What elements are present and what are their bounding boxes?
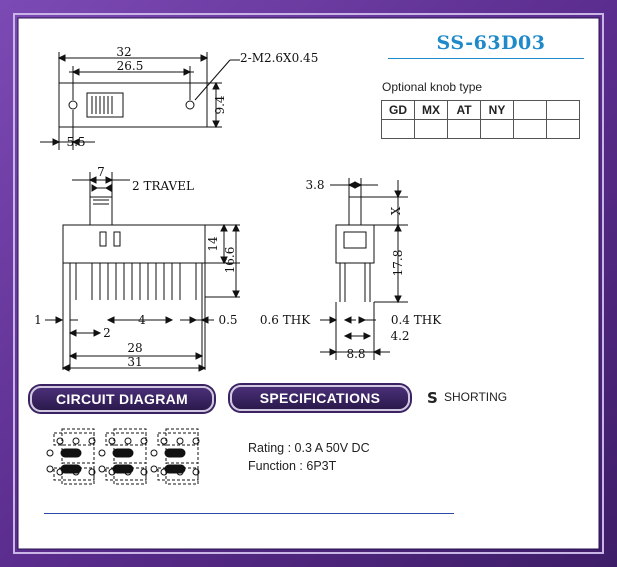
knob-type-cell: MX	[415, 101, 448, 120]
dim-side-height: 17.8	[391, 249, 405, 277]
dim-height: 9.4	[213, 95, 227, 115]
dim-offset: 5.5	[66, 135, 86, 149]
dim-pin-width: 1	[34, 313, 42, 327]
dim-pin-span: 28	[127, 341, 143, 355]
model-title: SS-63D03	[436, 32, 546, 54]
shorting-icon: S	[427, 389, 438, 407]
dim-knob-height: X	[389, 206, 403, 216]
circuit-diagram	[47, 429, 199, 484]
spec-function: Function : 6P3T	[248, 459, 337, 473]
shorting-label: SHORTING	[444, 390, 508, 404]
specifications-heading: SPECIFICATIONS	[230, 385, 410, 411]
travel-label: 2 TRAVEL	[132, 179, 194, 193]
knob-type-cell: NY	[481, 101, 514, 120]
dim-knob: 7	[97, 165, 105, 179]
knob-type-cell: GD	[382, 101, 415, 120]
dim-pin-thk: 0.5	[218, 313, 238, 327]
dim-body-height: 14	[206, 236, 220, 252]
knob-type-cell: AT	[448, 101, 481, 120]
dim-knob-width: 3.8	[305, 178, 325, 192]
dim-pitch-2: 2	[103, 326, 111, 340]
dim-thk-right: 0.4 THK	[390, 313, 442, 327]
spec-rating: Rating : 0.3 A 50V DC	[248, 441, 370, 455]
circuit-diagram-heading: CIRCUIT DIAGRAM	[30, 386, 214, 412]
dim-width: 31	[127, 355, 143, 369]
dim-total-height: 16.6	[223, 246, 237, 274]
dim-length: 32	[116, 45, 132, 59]
dim-hole-spacing: 26.5	[116, 59, 144, 73]
dim-pin-pitch: 4.2	[390, 329, 410, 343]
dim-thk-left: 0.6 THK	[259, 313, 311, 327]
dim-pitch-4: 4	[138, 313, 146, 327]
bottom-divider	[44, 513, 454, 514]
knob-type-caption: Optional knob type	[382, 80, 483, 94]
dim-side-width: 8.8	[346, 347, 366, 361]
mount-holes-label: 2-M2.6X0.45	[240, 51, 319, 65]
